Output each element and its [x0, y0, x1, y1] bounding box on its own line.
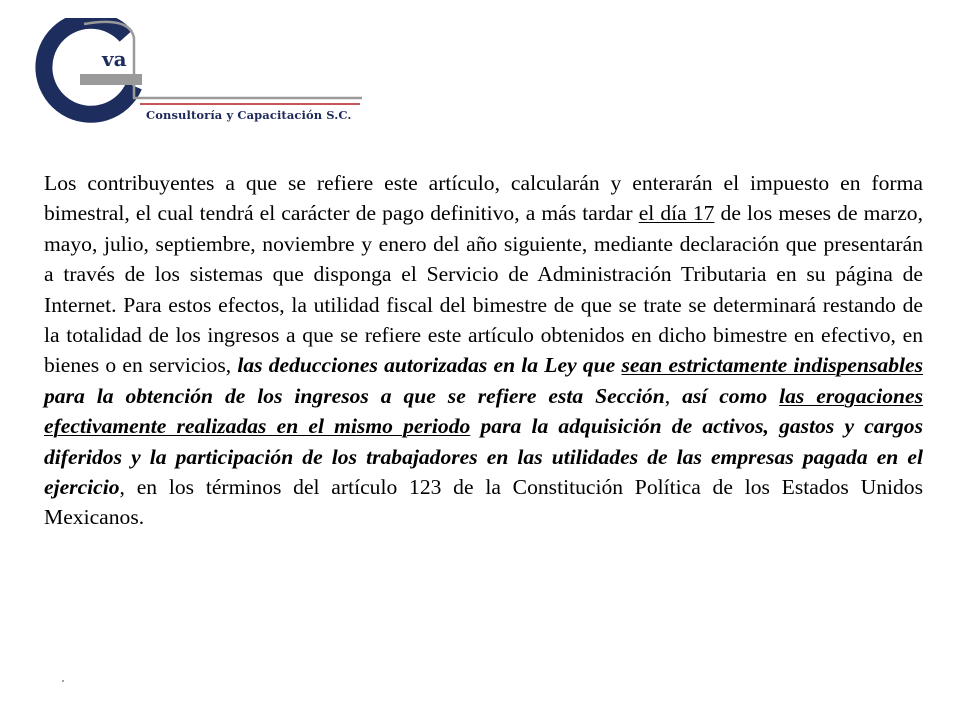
logo-letters: va — [102, 47, 127, 71]
paragraph-segment: , — [664, 383, 683, 408]
emphasis-expenditures: las erogaciones efectivamente realizadas en el mismo periodo — [44, 383, 924, 439]
company-name: Consultoría y Capacitación S.C. — [146, 108, 352, 122]
paragraph-segment: de los meses de marzo, mayo, julio, septiembre, noviembre y enero del año siguiente, mediante declaración que presentarán a través de los sistemas que disponga el Servicio de Administración Tributaria en su página de Internet. Para estos efectos, la utilidad fiscal del bimestre de que se trate se determinará restando de la totalidad de los ingresos a que se refiere este artículo obtenidos en dicho bimestre en efectivo, en bienes o en servicios, — [44, 201, 924, 378]
underlined-due-date: el día 17 — [638, 201, 715, 226]
paragraph-segment: , en los términos del artículo 123 de la Constitución Política de los Estados Unidos Mexicanos. — [44, 475, 923, 530]
company-logo — [22, 18, 382, 136]
emphasis-acquisition: para la adquisición de activos, gastos y cargos diferidos y la participación de los trabajadores en las utilidades de las empresas pagada en el ejercicio — [44, 414, 924, 500]
paragraph-segment: Los contribuyentes a que se refiere este artículo, calcularán y enterarán el impuesto en forma bimestral, el cual tendrá el carácter de pago definitivo, a más tardar — [44, 171, 923, 226]
emphasis-deductions: las deducciones autorizadas en la Ley que — [237, 353, 622, 378]
article-paragraph — [44, 168, 923, 533]
emphasis-indispensable: sean estrictamente indispensables — [621, 353, 924, 378]
emphasis-as-well-as: así como — [682, 383, 780, 408]
decorative-dot — [62, 680, 64, 682]
logo-g-bar — [80, 74, 142, 85]
emphasis-income-section: para la obtención de los ingresos a que se refiere esta Sección — [44, 383, 665, 408]
